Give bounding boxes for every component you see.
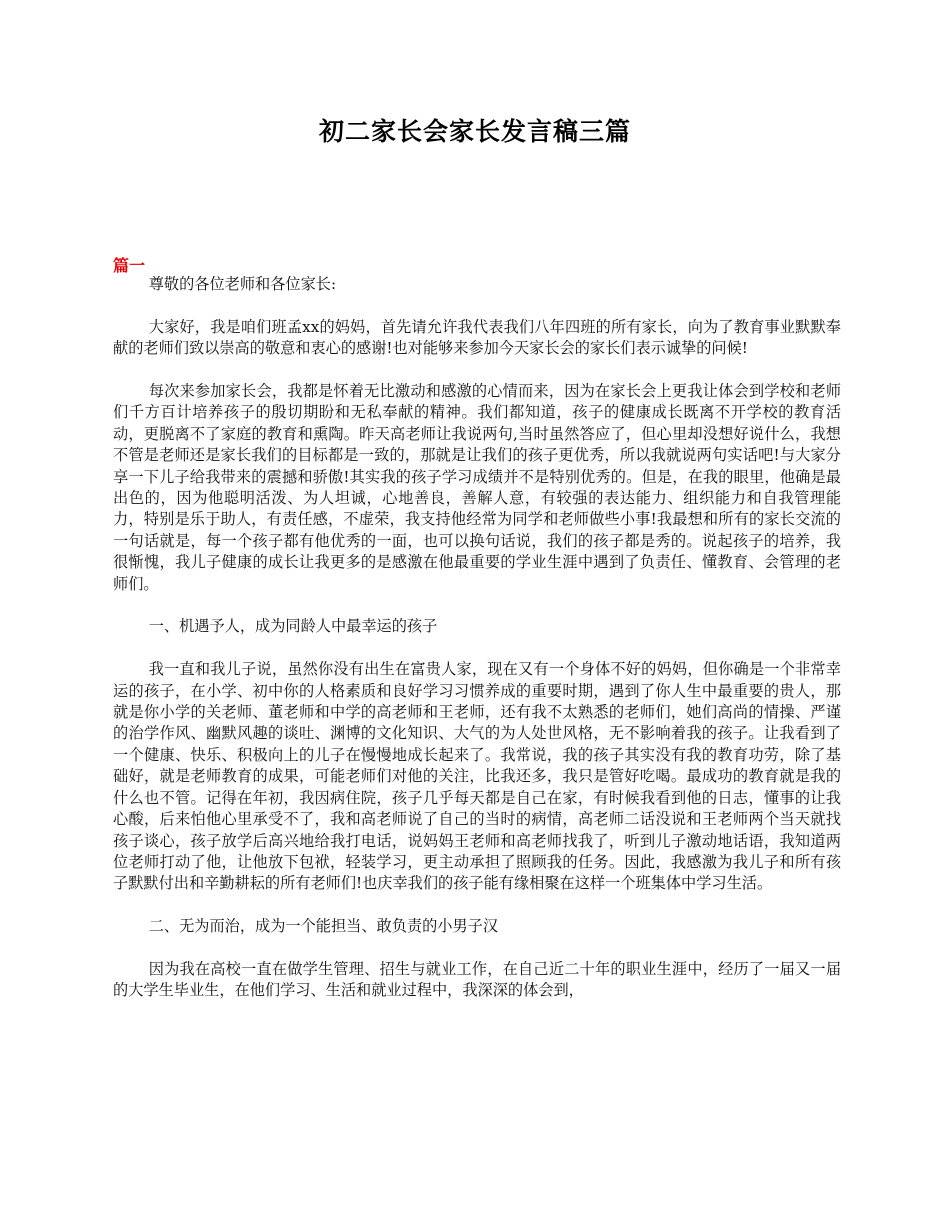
document-body (113, 274, 841, 1023)
document-title: 初二家长会家长发言稿三篇 (318, 117, 631, 146)
body-paragraph: 因为我在高校一直在做学生管理、招生与就业工作，在自己近二十年的职业生涯中，经历了一届又一届的大学生毕业生，在他们学习、生活和就业过程中，我深深的体会到， (113, 959, 841, 1000)
section-heading-one: 一、机遇予人，成为同龄人中最幸运的孩子 (148, 617, 438, 636)
section-label: 篇一 (113, 256, 146, 275)
section-heading-two: 二、无为而治，成为一个能担当、敢负责的小男子汉 (148, 917, 499, 936)
body-paragraph: 我一直和我儿子说，虽然你没有出生在富贵人家，现在又有一个身体不好的妈妈，但你确是一个非常幸运的孩子，在小学、初中你的人格素质和良好学习习惯养成的重要时期，遇到了你人生中最重要的贵人，那就是你小学的关老师、董老师和中学的高老师和王老师，还有我不太熟悉的老师们，她们高尚的情操、严谨的治学作风、幽默风趣的谈吐、渊博的文化知识、大气的为人处世风格，无不影响着我的孩子。让我看到了一个健康、快乐、积极向上的儿子在慢慢地成长起来了。我常说，我的孩子其实没有我的教育功劳，除了基础好，就是老师教育的成果，可能老师们对他的关注，比我还多，我只是管好吃喝。最成功的教育就是我的什么也不管。记得在年初，我因病住院，孩子几乎每天都是自己在家，有时候我看到他的日志，懂事的让我心酸，后来怕他心里承受不了，我和高老师说了自己的当时的病情，高老师二话没说和王老师两个当天就找孩子谈心，孩子放学后高兴地给我打电话，说妈妈王老师和高老师找我了，听到儿子激动地话语，我知道两位老师打动了他，让他放下包袱，轻装学习，更主动承担了照顾我的任务。因此，我感激为我儿子和所有孩子默默付出和辛勤耕耘的所有老师们!也庆幸我们的孩子能有缘相聚在这样一个班集体中学习生活。 (113, 660, 841, 893)
greeting-paragraph: 大家好，我是咱们班孟xx的妈妈，首先请允许我代表我们八年四班的所有家长，向为了教育事业默默奉献的老师们致以崇高的敬意和衷心的感谢!也对能够来参加今天家长会的家长们表示诚挚的问候! (113, 317, 841, 358)
body-paragraph: 每次来参加家长会，我都是怀着无比激动和感激的心情而来，因为在家长会上更我让体会到学校和老师们千方百计培养孩子的殷切期盼和无私奉献的精神。我们都知道，孩子的健康成长既离不开学校的教育活动，更脱离不了家庭的教育和熏陶。昨天高老师让我说两句,当时虽然答应了，但心里却没想好说什么，我想不管是老师还是家长我们的目标都是一致的，那就是让我们的孩子更优秀，所以我就说两句实话吧!与大家分享一下儿子给我带来的震撼和骄傲!其实我的孩子学习成绩并不是特别优秀的。但是，在我的眼里，他确是最出色的，因为他聪明活泼、为人坦诚，心地善良，善解人意，有较强的表达能力、组织能力和自我管理能力，特别是乐于助人，有责任感，不虚荣，我支持他经常为同学和老师做些小事!我最想和所有的家长交流的一句话就是，每一个孩子都有他优秀的一面，也可以换句话说，我们的孩子都是秀的。说起孩子的培养，我很惭愧，我儿子健康的成长让我更多的是感激在他最重要的学业生涯中遇到了负责任、懂教育、会管理的老师们。 (113, 382, 841, 593)
salutation-paragraph: 尊敬的各位老师和各位家长: (148, 275, 337, 293)
